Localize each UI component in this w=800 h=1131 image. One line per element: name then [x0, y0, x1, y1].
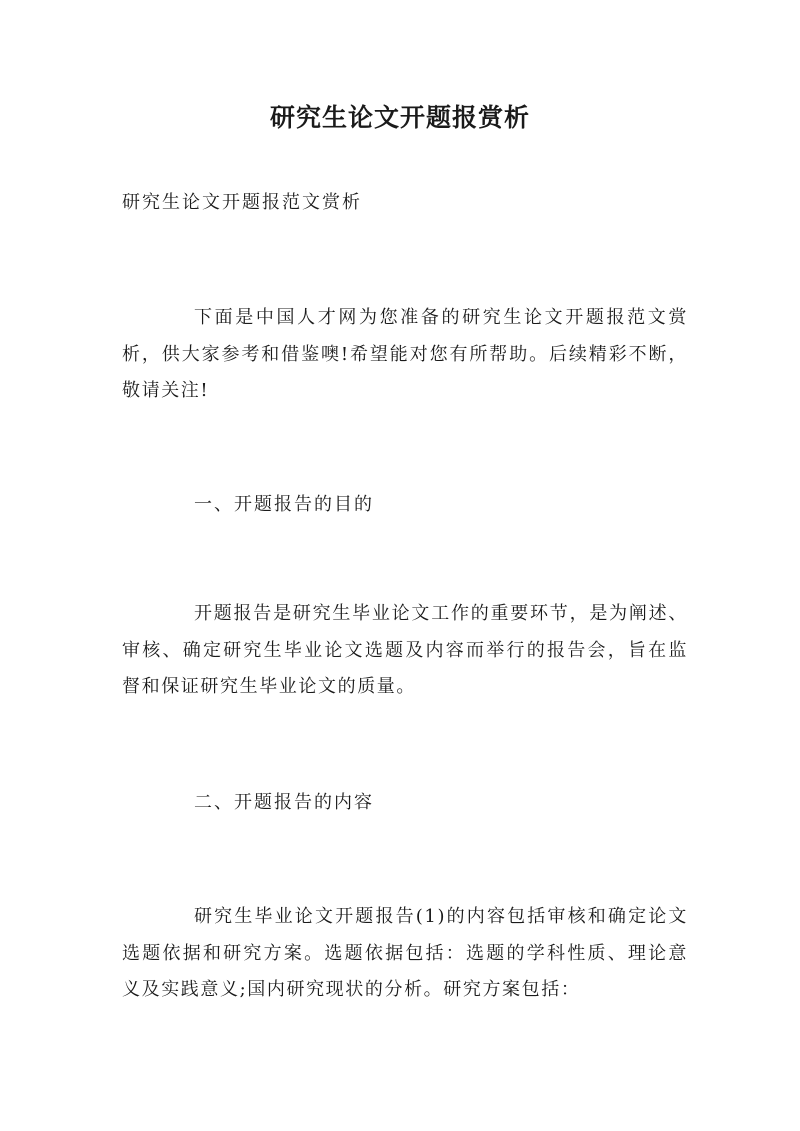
document-title: 研究生论文开题报赏析 — [269, 103, 530, 132]
section-1-heading: 一、开题报告的目的 — [194, 494, 374, 515]
section-1-paragraph: 开题报告是研究生毕业论文工作的重要环节，是为阐述、审核、确定研究生毕业论文选题及内容而举行的报告会，旨在监督和保证研究生毕业论文的质量。 — [122, 603, 688, 697]
intro-paragraph: 下面是中国人才网为您准备的研究生论文开题报范文赏析，供大家参考和借鉴噢!希望能对您有所帮助。后续精彩不断，敬请关注! — [122, 307, 688, 401]
section-2-heading: 二、开题报告的内容 — [194, 792, 374, 813]
document-subtitle: 研究生论文开题报范文赏析 — [122, 192, 362, 213]
section-2-paragraph: 研究生毕业论文开题报告(1)的内容包括审核和确定论文选题依据和研究方案。选题依据包括：选题的学科性质、理论意义及实践意义;国内研究现状的分析。研究方案包括： — [122, 906, 688, 1000]
